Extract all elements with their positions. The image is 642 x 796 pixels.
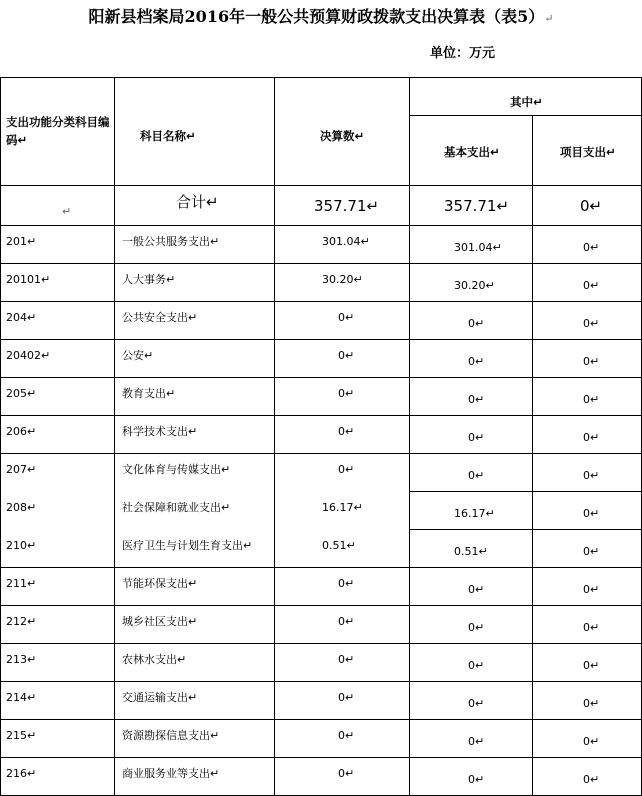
row-line [0,643,642,644]
row-project: 0↵ [583,317,600,330]
row-code: 213↵ [6,653,37,666]
row-code: 216↵ [6,767,37,780]
row-basic: 301.04↵ [454,241,502,254]
column-line-basic-project [532,115,533,795]
row-amount: 0↵ [338,653,355,666]
column-line [409,77,410,795]
row-code: 208↵ [6,501,37,514]
total-bottom-line [0,225,642,226]
row-basic: 0↵ [468,697,485,710]
row-project: 0↵ [583,583,600,596]
row-line [0,377,642,378]
row-amount: 0↵ [338,615,355,628]
total-basic: 357.71↵ [444,197,510,215]
row-code: 214↵ [6,691,37,704]
row-name: 人大事务↵ [122,273,176,286]
row-basic: 0↵ [468,583,485,596]
row-basic: 0↵ [468,355,485,368]
row-name: 交通运输支出↵ [122,691,198,704]
total-code-mark: ↵ [62,205,72,218]
header-name: 科目名称↵ [140,129,196,143]
row-code: 215↵ [6,729,37,742]
row-amount: 30.20↵ [322,273,363,286]
row-name: 公安↵ [122,349,154,362]
row-project: 0↵ [583,431,600,444]
header-project: 项目支出↵ [560,145,616,159]
row-code: 211↵ [6,577,37,590]
row-project: 0↵ [583,507,600,520]
row-project: 0↵ [583,621,600,634]
row-name: 商业服务业等支出↵ [122,767,220,780]
row-line [0,681,642,682]
row-amount: 0↵ [338,729,355,742]
row-name: 公共安全支出↵ [122,311,198,324]
header-bottom-line [0,185,642,186]
row-basic: 0↵ [468,431,485,444]
row-amount: 0↵ [338,425,355,438]
row-name: 文化体育与传媒支出↵ [122,463,231,476]
row-name: 科学技术支出↵ [122,425,198,438]
table-title-text: 阳新县档案局2016年一般公共预算财政拨款支出决算表（表5） [88,7,545,26]
of-which-split-line [409,115,642,116]
row-amount: 301.04↵ [322,235,370,248]
row-amount: 0↵ [338,387,355,400]
column-line [274,77,275,795]
row-name: 一般公共服务支出↵ [122,235,220,248]
table-border-top [0,77,642,78]
row-amount: 0↵ [338,691,355,704]
row-code: 212↵ [6,615,37,628]
total-amount: 357.71↵ [314,197,380,215]
row-basic: 0↵ [468,659,485,672]
paragraph-mark-icon: ↵ [544,12,554,25]
budget-table [0,77,642,792]
row-line [0,339,642,340]
row-name: 医疗卫生与计划生育支出↵ [122,539,253,552]
row-project: 0↵ [583,469,600,482]
row-code: 207↵ [6,463,37,476]
row-code: 210↵ [6,539,37,552]
table-title [0,4,642,27]
column-line [0,77,1,795]
row-line [0,719,642,720]
row-line [0,453,642,454]
row-project: 0↵ [583,355,600,368]
row-basic: 0↵ [468,773,485,786]
total-project: 0↵ [580,197,603,215]
row-project: 0↵ [583,773,600,786]
row-basic: 0↵ [468,621,485,634]
header-code: 支出功能分类科目编码↵ [6,115,110,147]
row-project: 0↵ [583,241,600,254]
row-basic: 16.17↵ [454,507,495,520]
unit-label: 单位：万元 [430,46,496,61]
row-basic: 30.20↵ [454,279,495,292]
row-line-partial [409,491,642,492]
row-basic: 0↵ [468,469,485,482]
row-project: 0↵ [583,659,600,672]
row-basic: 0.51↵ [454,545,488,558]
row-name: 资源勘探信息支出↵ [122,729,220,742]
row-project: 0↵ [583,279,600,292]
header-of-which: 其中↵ [510,95,543,109]
row-basic: 0↵ [468,317,485,330]
row-line [0,757,642,758]
row-name: 节能环保支出↵ [122,577,198,590]
row-line [0,605,642,606]
row-amount: 0.51↵ [322,539,356,552]
row-code: 20402↵ [6,349,51,362]
row-basic: 0↵ [468,735,485,748]
header-basic: 基本支出↵ [444,145,500,159]
column-line [114,77,115,795]
row-project: 0↵ [583,697,600,710]
row-name: 社会保障和就业支出↵ [122,501,231,514]
row-code: 20101↵ [6,273,51,286]
header-amount: 决算数↵ [320,129,365,143]
row-code: 205↵ [6,387,37,400]
row-name: 城乡社区支出↵ [122,615,198,628]
row-amount: 0↵ [338,767,355,780]
row-amount: 0↵ [338,463,355,476]
row-amount: 0↵ [338,577,355,590]
row-line-partial [409,529,642,530]
row-amount: 0↵ [338,311,355,324]
row-line [0,415,642,416]
row-line [0,567,642,568]
total-label: 合计↵ [176,193,219,211]
row-name: 农林水支出↵ [122,653,187,666]
row-amount: 0↵ [338,349,355,362]
row-amount: 16.17↵ [322,501,363,514]
row-project: 0↵ [583,393,600,406]
row-project: 0↵ [583,545,600,558]
row-basic: 0↵ [468,393,485,406]
row-code: 204↵ [6,311,37,324]
row-line [0,301,642,302]
row-code: 201↵ [6,235,37,248]
row-code: 206↵ [6,425,37,438]
row-project: 0↵ [583,735,600,748]
row-line [0,263,642,264]
row-name: 教育支出↵ [122,387,176,400]
